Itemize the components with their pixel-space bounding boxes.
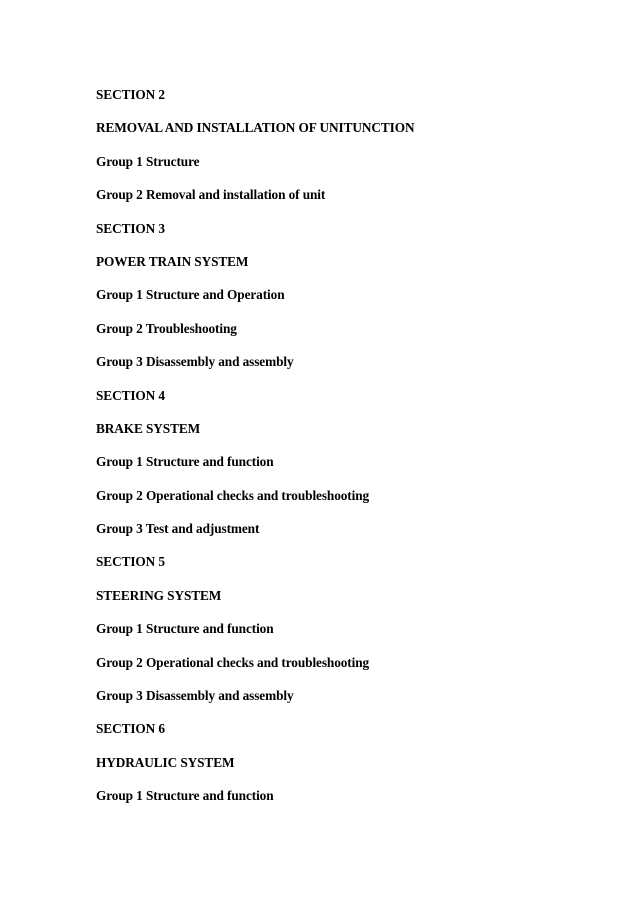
group-item: Group 3 Disassembly and assembly [96, 354, 294, 370]
section-title: BRAKE SYSTEM [96, 420, 201, 436]
group-item: Group 2 Operational checks and troubleshooting [96, 487, 370, 503]
section-title: POWER TRAIN SYSTEM [96, 253, 249, 269]
group-item: Group 3 Test and adjustment [96, 521, 260, 537]
group-item: Group 3 Disassembly and assembly [96, 688, 294, 704]
group-item: Group 2 Removal and installation of unit [96, 187, 326, 203]
section-title: HYDRAULIC SYSTEM [96, 754, 235, 770]
group-item: Group 2 Operational checks and troubleshooting [96, 654, 370, 670]
group-item: Group 1 Structure and Operation [96, 287, 285, 303]
table-of-contents [96, 86, 414, 821]
section-heading: SECTION 5 [96, 554, 165, 570]
group-item: Group 2 Troubleshooting [96, 320, 237, 336]
section-title: REMOVAL AND INSTALLATION OF UNITUNCTION [96, 120, 415, 136]
group-item: Group 1 Structure and function [96, 454, 274, 470]
section-heading: SECTION 4 [96, 387, 165, 403]
section-heading: SECTION 2 [96, 87, 165, 102]
section-heading: SECTION 6 [96, 721, 165, 737]
group-item: Group 1 Structure and function [96, 621, 274, 637]
section-heading: SECTION 3 [96, 220, 165, 236]
section-title: STEERING SYSTEM [96, 587, 222, 603]
group-item: Group 1 Structure [96, 153, 200, 169]
group-item: Group 1 Structure and function [96, 788, 274, 804]
